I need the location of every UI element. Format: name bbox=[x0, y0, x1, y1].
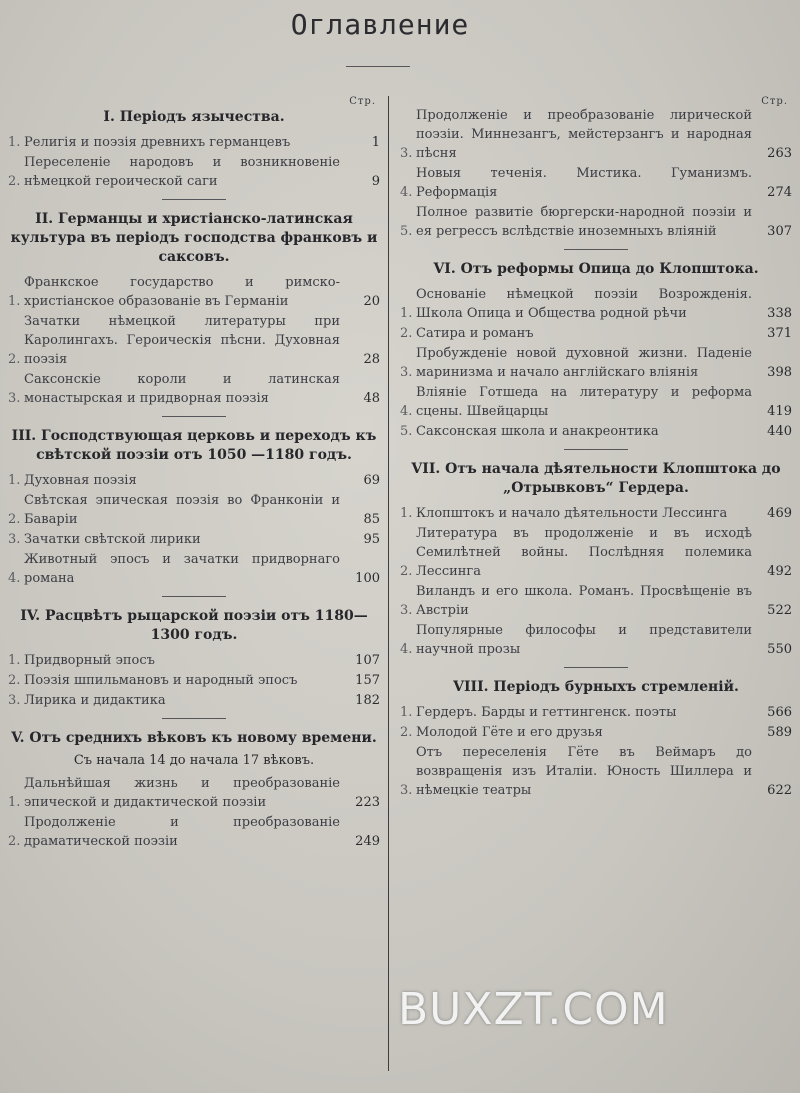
toc-entry bbox=[8, 774, 380, 812]
entry-number: 3. bbox=[400, 603, 413, 618]
toc-entry bbox=[400, 106, 792, 163]
entry-title: Зачатки нѣмецкой литературы при Каролингахъ. Героическія пѣсни. Духовная поэзія bbox=[24, 314, 340, 367]
entry-number: 3. bbox=[400, 365, 413, 380]
section-rule bbox=[162, 596, 226, 597]
entry-page: 469 bbox=[767, 506, 792, 521]
section-heading: V. Отъ среднихъ вѣковъ къ новому времени. bbox=[11, 730, 377, 746]
toc-entry bbox=[8, 530, 380, 549]
entry-number: 1. bbox=[400, 705, 413, 720]
entry-page: 1 bbox=[371, 135, 380, 150]
entry-page: 20 bbox=[363, 294, 380, 309]
entry-number: 4. bbox=[400, 404, 413, 419]
entry-title: Отъ переселенія Гёте въ Веймаръ до возвращенія изъ Италіи. Юность Шиллера и нѣмецкіе театры bbox=[416, 745, 752, 798]
entry-number: 2. bbox=[400, 564, 413, 579]
entry-page: 371 bbox=[767, 326, 792, 341]
toc-section bbox=[8, 427, 380, 588]
section-rule bbox=[162, 416, 226, 417]
entry-page: 69 bbox=[363, 473, 380, 488]
entry-title: Вліяніе Готшеда на литературу и реформа сцены. Швейцарцы bbox=[416, 385, 752, 419]
toc-entry bbox=[8, 651, 380, 670]
entry-number: 5. bbox=[400, 424, 413, 439]
section-rule bbox=[564, 249, 628, 250]
entry-number: 2. bbox=[8, 512, 21, 527]
entry-page: 274 bbox=[767, 185, 792, 200]
entry-title: Клопштокъ и начало дѣятельности Лессинга bbox=[416, 506, 728, 521]
entry-title: Гердеръ. Барды и геттингенск. поэты bbox=[416, 705, 677, 720]
section-subheading: Съ начала 14 до начала 17 вѣковъ. bbox=[73, 753, 315, 768]
toc-entry bbox=[8, 491, 380, 529]
entry-page: 589 bbox=[767, 725, 792, 740]
toc-section bbox=[8, 729, 380, 851]
toc-section bbox=[8, 607, 380, 710]
entry-title: Молодой Гёте и его друзья bbox=[416, 725, 603, 740]
page-title: Оглавление bbox=[290, 8, 470, 41]
entry-number: 1. bbox=[8, 135, 21, 150]
entry-title: Пробужденіе новой духовной жизни. Паденіе маринизма и начало англійскаго вліянія bbox=[416, 346, 752, 380]
section-heading: IV. Расцвѣтъ рыцарской поэзіи отъ 1180—1300 годъ. bbox=[20, 608, 368, 643]
entry-number: 4. bbox=[8, 571, 21, 586]
entry-page: 85 bbox=[363, 512, 380, 527]
toc-section bbox=[400, 260, 792, 441]
entry-number: 3. bbox=[8, 532, 21, 547]
entry-title: Литература въ продолженіе и въ исходѣ Семилѣтней войны. Послѣдняя полемика Лессинга bbox=[416, 526, 752, 579]
page-column-label: Стр. bbox=[349, 96, 376, 107]
toc-section bbox=[400, 106, 792, 241]
toc-section bbox=[400, 678, 792, 800]
entry-number: 2. bbox=[400, 725, 413, 740]
entry-page: 157 bbox=[355, 673, 380, 688]
section-heading: VII. Отъ начала дѣятельности Клопштока до „Отрывковъ“ Гердера. bbox=[411, 461, 781, 496]
entry-title: Продолженіе и преобразованіе лирической поэзіи. Миннезангъ, мейстерзангъ и народная пѣсня bbox=[416, 108, 752, 161]
entry-number: 1. bbox=[8, 653, 21, 668]
toc-entry bbox=[400, 621, 792, 659]
entry-title: Духовная поэзія bbox=[24, 473, 137, 488]
entry-title: Франкское государство и римско-христіанское образованіе въ Германіи bbox=[24, 275, 340, 309]
entry-number: 4. bbox=[400, 642, 413, 657]
section-heading: VI. Отъ реформы Опица до Клопштока. bbox=[433, 261, 759, 277]
section-rule bbox=[162, 199, 226, 200]
toc-entry bbox=[400, 723, 792, 742]
toc-entry bbox=[400, 203, 792, 241]
toc-entry bbox=[400, 504, 792, 523]
entry-title: Дальнѣйшая жизнь и преобразованіе эпической и дидактической поэзіи bbox=[24, 776, 340, 810]
entry-page: 338 bbox=[767, 306, 792, 321]
toc-entry bbox=[8, 671, 380, 690]
toc-entry bbox=[400, 422, 792, 441]
entry-title: Популярные философы и представители научной прозы bbox=[416, 623, 752, 657]
toc-section bbox=[400, 460, 792, 659]
toc-entry bbox=[400, 324, 792, 343]
entry-title: Основаніе нѣмецкой поэзіи Возрожденія. Школа Опица и Общества родной рѣчи bbox=[416, 287, 752, 321]
entry-title: Религія и поэзія древнихъ германцевъ bbox=[24, 135, 291, 150]
entry-number: 4. bbox=[400, 185, 413, 200]
toc-entry bbox=[8, 471, 380, 490]
entry-page: 440 bbox=[767, 424, 792, 439]
section-rule bbox=[162, 718, 226, 719]
entry-page: 95 bbox=[363, 532, 380, 547]
entry-page: 107 bbox=[355, 653, 380, 668]
entry-page: 249 bbox=[355, 834, 380, 849]
entry-title: Виландъ и его школа. Романъ. Просвѣщеніе въ Австріи bbox=[416, 584, 752, 618]
entry-page: 522 bbox=[767, 603, 792, 618]
entry-title: Свѣтская эпическая поэзія во Франконіи и Баваріи bbox=[24, 493, 340, 527]
entry-page: 398 bbox=[767, 365, 792, 380]
entry-page: 28 bbox=[363, 352, 380, 367]
column-divider bbox=[388, 96, 389, 1071]
toc-entry bbox=[8, 273, 380, 311]
entry-number: 1. bbox=[400, 506, 413, 521]
entry-title: Новыя теченія. Мистика. Гуманизмъ. Реформація bbox=[416, 166, 752, 200]
entry-page: 566 bbox=[767, 705, 792, 720]
toc-entry bbox=[8, 813, 380, 851]
title-rule bbox=[346, 66, 410, 67]
entry-number: 2. bbox=[8, 352, 21, 367]
entry-title: Зачатки свѣтской лирики bbox=[24, 532, 201, 547]
right-column bbox=[400, 96, 792, 807]
entry-number: 1. bbox=[8, 294, 21, 309]
section-heading: I. Періодъ язычества. bbox=[103, 109, 285, 125]
section-heading: II. Германцы и христіанско-латинская культура въ періодъ господства франковъ и саксовъ. bbox=[10, 211, 378, 265]
entry-title: Поэзія шпильмановъ и народный эпосъ bbox=[24, 673, 298, 688]
entry-number: 3. bbox=[8, 391, 21, 406]
entry-title: Саксонскіе короли и латинская монастырская и придворная поэзія bbox=[24, 372, 340, 406]
entry-title: Лирика и дидактика bbox=[24, 693, 166, 708]
entry-number: 3. bbox=[400, 783, 413, 798]
entry-page: 492 bbox=[767, 564, 792, 579]
toc-entry bbox=[8, 370, 380, 408]
toc-entry bbox=[400, 524, 792, 581]
toc-entry bbox=[8, 153, 380, 191]
watermark: BUXZT.COM bbox=[398, 984, 669, 1035]
toc-entry bbox=[400, 703, 792, 722]
toc-entry bbox=[8, 550, 380, 588]
entry-number: 3. bbox=[8, 693, 21, 708]
entry-page: 100 bbox=[355, 571, 380, 586]
entry-page: 307 bbox=[767, 224, 792, 239]
toc-entry bbox=[400, 285, 792, 323]
entry-page: 263 bbox=[767, 146, 792, 161]
entry-number: 1. bbox=[400, 306, 413, 321]
entry-number: 1. bbox=[8, 473, 21, 488]
toc-entry bbox=[400, 383, 792, 421]
toc-entry bbox=[400, 164, 792, 202]
toc-entry bbox=[400, 344, 792, 382]
entry-title: Полное развитіе бюргерски-народной поэзіи и ея регрессъ вслѣдствіе иноземныхъ вліяній bbox=[416, 205, 752, 239]
entry-page: 9 bbox=[371, 174, 380, 189]
section-heading: VIII. Періодъ бурныхъ стремленій. bbox=[453, 679, 739, 695]
entry-title: Продолженіе и преобразованіе драматической поэзіи bbox=[24, 815, 340, 849]
entry-title: Придворный эпосъ bbox=[24, 653, 155, 668]
section-heading: III. Господствующая церковь и переходъ къ свѣтской поэзіи отъ 1050 —1180 годъ. bbox=[11, 428, 377, 463]
toc-entry bbox=[8, 691, 380, 710]
entry-page: 622 bbox=[767, 783, 792, 798]
entry-number: 3. bbox=[400, 146, 413, 161]
left-column bbox=[8, 96, 380, 858]
toc-entry bbox=[400, 743, 792, 800]
section-rule bbox=[564, 449, 628, 450]
entry-number: 1. bbox=[8, 795, 21, 810]
toc-entry bbox=[8, 312, 380, 369]
entry-title: Животный эпосъ и зачатки придворнаго романа bbox=[24, 552, 340, 586]
entry-title: Переселеніе народовъ и возникновеніе нѣмецкой героической саги bbox=[24, 155, 340, 189]
entry-page: 182 bbox=[355, 693, 380, 708]
entry-number: 2. bbox=[400, 326, 413, 341]
toc-entry bbox=[400, 582, 792, 620]
entry-number: 2. bbox=[8, 174, 21, 189]
entry-title: Саксонская школа и анакреонтика bbox=[416, 424, 659, 439]
entry-page: 48 bbox=[363, 391, 380, 406]
toc-entry bbox=[8, 133, 380, 152]
section-rule bbox=[564, 667, 628, 668]
entry-page: 223 bbox=[355, 795, 380, 810]
page-column-label: Стр. bbox=[761, 96, 788, 107]
entry-title: Сатира и романъ bbox=[416, 326, 534, 341]
entry-number: 2. bbox=[8, 834, 21, 849]
entry-page: 550 bbox=[767, 642, 792, 657]
entry-page: 419 bbox=[767, 404, 792, 419]
entry-number: 2. bbox=[8, 673, 21, 688]
toc-section bbox=[8, 108, 380, 191]
entry-number: 5. bbox=[400, 224, 413, 239]
toc-section bbox=[8, 210, 380, 408]
